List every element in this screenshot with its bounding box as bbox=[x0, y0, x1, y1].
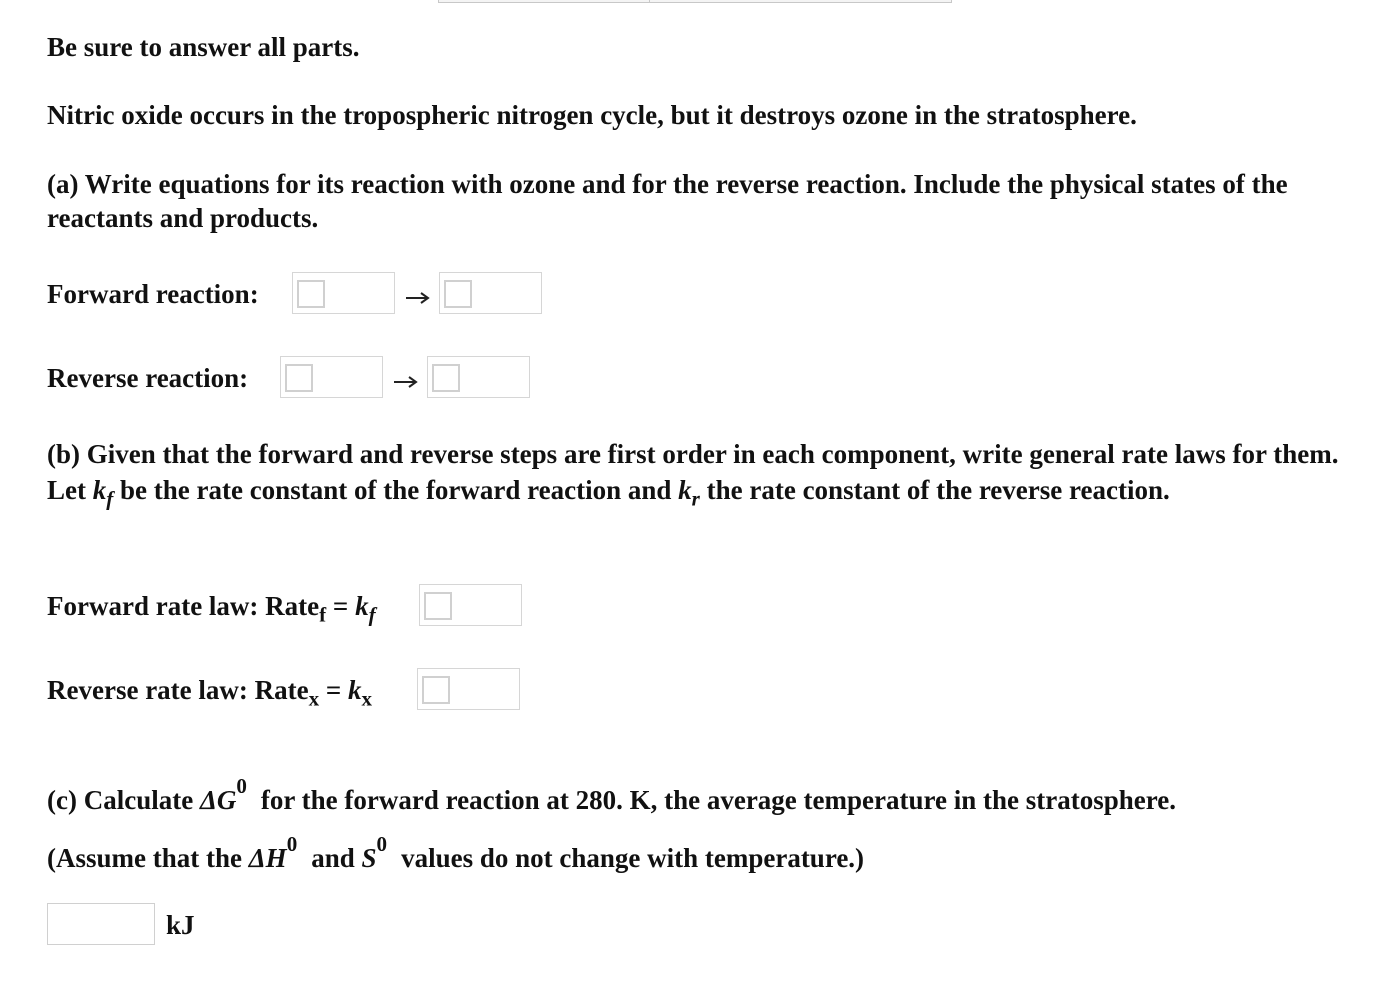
part-c-text-5: values do not change with temperature.) bbox=[401, 843, 865, 873]
part-c-line-2 bbox=[47, 833, 864, 875]
subscript-r: r bbox=[691, 486, 700, 511]
k-symbol: k bbox=[92, 475, 107, 505]
placeholder-box-icon bbox=[422, 676, 450, 704]
forward-rate-subscript: f bbox=[319, 602, 327, 627]
forward-reaction-label: Forward reaction: bbox=[47, 279, 259, 309]
standard-state-superscript: 0 bbox=[236, 774, 247, 798]
k-symbol: k bbox=[355, 591, 369, 621]
placeholder-box-icon bbox=[432, 364, 460, 392]
k-subscript: x bbox=[361, 686, 373, 711]
part-c-text-3: (Assume that the bbox=[47, 843, 249, 873]
entropy-symbol: S bbox=[361, 843, 377, 873]
part-b-prompt-text-2: be the rate constant of the forward reaction and bbox=[113, 475, 679, 505]
reverse-reaction-label: Reverse reaction: bbox=[47, 363, 249, 393]
part-c-line-1 bbox=[47, 775, 1176, 817]
placeholder-box-icon bbox=[297, 280, 325, 308]
part-a-prompt: (a) Write equations for its reaction with ozone and for the reverse reaction. Include the physical states of the reactants and products. bbox=[47, 169, 1288, 233]
delta-h-symbol: ΔH bbox=[248, 843, 287, 873]
delta-g-answer-input[interactable] bbox=[47, 903, 155, 945]
standard-state-superscript: 0 bbox=[376, 832, 388, 856]
part-c-text-2: for the forward reaction at 280. K, the average temperature in the stratosphere. bbox=[260, 785, 1176, 815]
forward-rate-law-input[interactable] bbox=[419, 584, 522, 626]
delta-g-symbol: ΔG bbox=[199, 785, 237, 815]
part-c-text-1: (c) Calculate bbox=[47, 785, 200, 815]
forward-reactants-input[interactable] bbox=[292, 272, 395, 314]
right-arrow-icon bbox=[393, 376, 419, 388]
reverse-reactants-input[interactable] bbox=[280, 356, 383, 398]
k-symbol: k bbox=[678, 475, 692, 505]
placeholder-box-icon bbox=[444, 280, 472, 308]
forward-rate-law-label bbox=[47, 589, 376, 631]
standard-state-superscript: 0 bbox=[286, 832, 298, 856]
top-toolbar-strip bbox=[438, 0, 952, 3]
reverse-rate-law-input[interactable] bbox=[417, 668, 520, 710]
part-b-prompt bbox=[47, 436, 1347, 516]
forward-rate-text: Forward rate law: Rate bbox=[47, 591, 320, 621]
instructions-text: Be sure to answer all parts. bbox=[47, 32, 360, 62]
part-c-text-4: and bbox=[311, 843, 362, 873]
placeholder-box-icon bbox=[285, 364, 313, 392]
reverse-rate-law-label bbox=[47, 673, 372, 715]
reverse-rate-subscript: x bbox=[308, 686, 320, 711]
k-symbol: k bbox=[348, 675, 362, 705]
placeholder-box-icon bbox=[424, 592, 452, 620]
part-b-prompt-text-1: (b) Given that the forward and reverse steps are first order in each component, write general rate laws for them. Let bbox=[47, 439, 1339, 505]
part-b-prompt-text-3: the rate constant of the reverse reaction. bbox=[699, 475, 1170, 505]
subscript-f: f bbox=[106, 486, 114, 511]
right-arrow-icon bbox=[405, 292, 431, 304]
equals-sign: = bbox=[319, 675, 349, 705]
toolbar-divider bbox=[649, 0, 650, 2]
k-subscript: f bbox=[368, 602, 376, 627]
reverse-products-input[interactable] bbox=[427, 356, 530, 398]
forward-products-input[interactable] bbox=[439, 272, 542, 314]
reverse-rate-text: Reverse rate law: Rate bbox=[47, 675, 309, 705]
equals-sign: = bbox=[326, 591, 356, 621]
unit-label: kJ bbox=[166, 910, 195, 940]
intro-text: Nitric oxide occurs in the tropospheric nitrogen cycle, but it destroys ozone in the stratosphere. bbox=[47, 100, 1137, 130]
